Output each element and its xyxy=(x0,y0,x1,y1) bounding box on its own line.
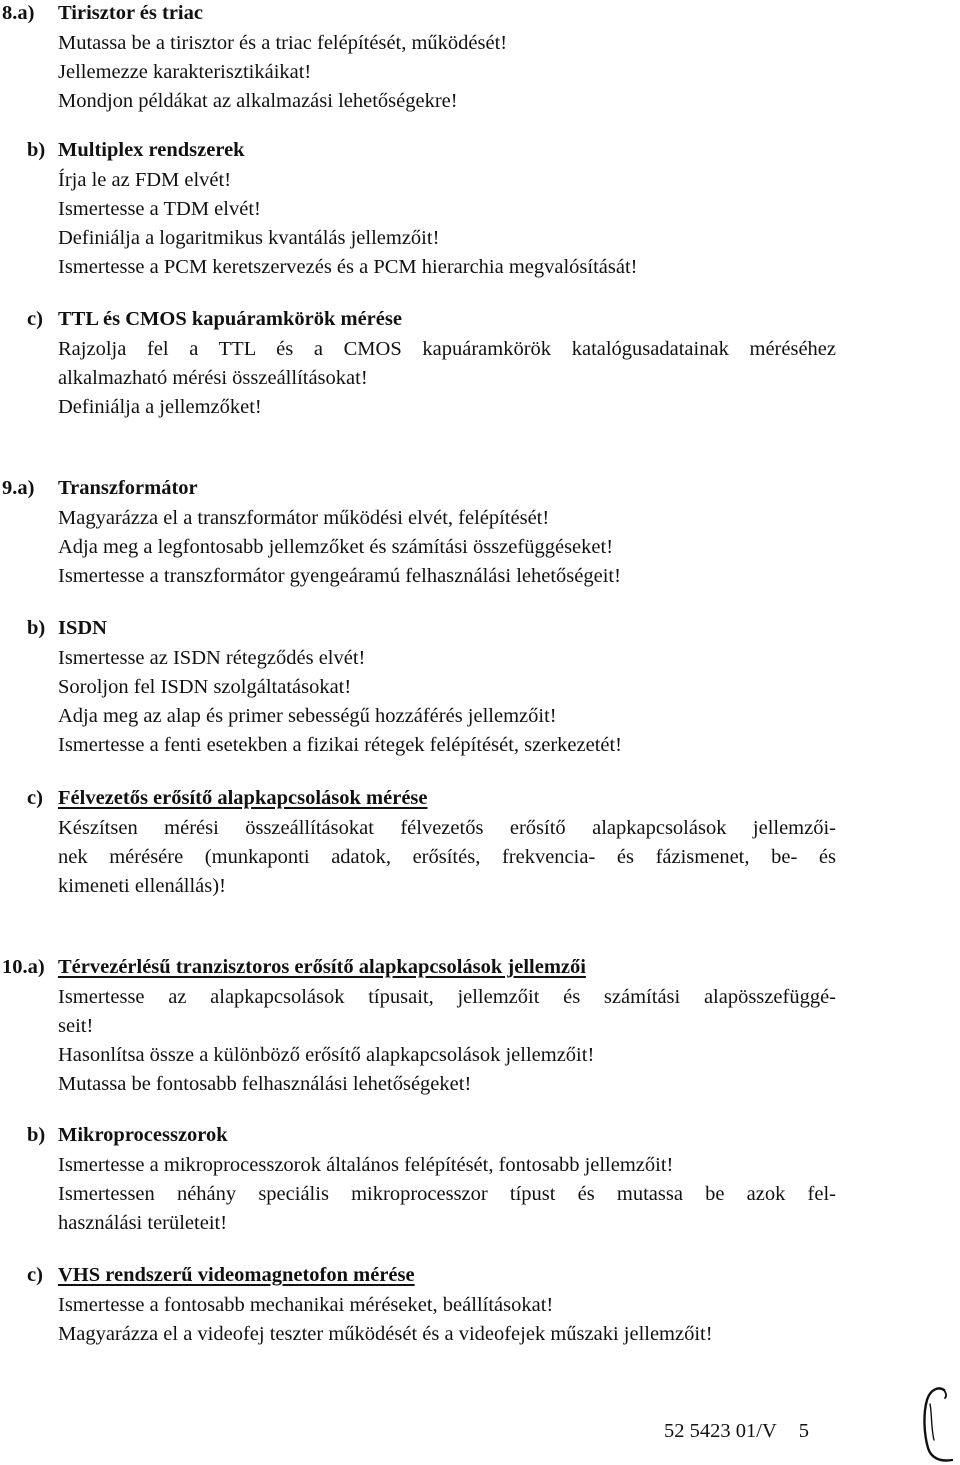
topic-line: Ismertesse a transzformátor gyengeáramú felhasználási lehetőségeit! xyxy=(58,565,621,587)
topic-lines xyxy=(58,1151,836,1238)
topic-title: Mikroprocesszorok xyxy=(58,1124,228,1146)
topic-title: Multiplex rendszerek xyxy=(58,139,245,161)
topic-title: VHS rendszerű videomagnetofon mérése xyxy=(58,1264,415,1286)
topic-line: Definiálja a logaritmikus kvantálás jellemzőit! xyxy=(58,227,440,249)
page-number: 5 xyxy=(798,1420,809,1442)
topic-line: Soroljon fel ISDN szolgáltatásokat! xyxy=(58,676,352,698)
topic-line: Mutassa be fontosabb felhasználási lehetőségeket! xyxy=(58,1073,472,1095)
topic-lines xyxy=(58,335,836,422)
topic-line: Ismertesse a fenti esetekben a fizikai rétegek felépítését, szerkezetét! xyxy=(58,734,623,756)
topic-line: kimeneti ellenállás)! xyxy=(58,875,226,897)
topic-lines xyxy=(58,504,836,591)
handwritten-signature xyxy=(908,1384,958,1465)
topic-label: b) xyxy=(27,139,46,161)
topic-line: Rajzolja fel a TTL és a CMOS kapuáramkörök katalógusadatainak méréséhez xyxy=(58,338,836,360)
topic-line: Magyarázza el a videofej teszter működését és a videofejek műszaki jellemzőit! xyxy=(58,1323,713,1345)
topic-lines xyxy=(58,166,836,282)
topic-label: c) xyxy=(27,308,43,330)
topic-lines xyxy=(58,644,836,760)
topic-line: Mutassa be a tirisztor és a triac felépítését, működését! xyxy=(58,32,508,54)
topic-label: b) xyxy=(27,617,46,639)
topic-line: alkalmazható mérési összeállításokat! xyxy=(58,367,368,389)
topic-label: c) xyxy=(27,787,43,809)
topic-line: Jellemezze karakterisztikáikat! xyxy=(58,61,312,83)
topic-lines xyxy=(58,1291,836,1349)
page-footer xyxy=(664,1417,809,1445)
topic-line: Adja meg az alap és primer sebességű hozzáférés jellemzőit! xyxy=(58,705,557,727)
topic-lines xyxy=(58,983,836,1099)
topic-line: Ismertesse a TDM elvét! xyxy=(58,198,261,220)
topic-label: 10.a) xyxy=(2,956,45,978)
topic-line: használási területeit! xyxy=(58,1212,228,1234)
topic-label: c) xyxy=(27,1264,43,1286)
topic-line: seit! xyxy=(58,1015,94,1037)
topic-title: ISDN xyxy=(58,617,107,639)
topic-lines xyxy=(58,29,836,116)
topic-line: Ismertesse a mikroprocesszorok általános felépítését, fontosabb jellemzőit! xyxy=(58,1154,674,1176)
topic-line: Ismertesse az alapkapcsolások típusait, jellemzőit és számítási alapösszefüggé- xyxy=(58,986,836,1008)
topic-line: Írja le az FDM elvét! xyxy=(58,169,232,191)
topic-label: 8.a) xyxy=(2,2,35,24)
topic-line: Hasonlítsa össze a különböző erősítő alapkapcsolások jellemzőit! xyxy=(58,1044,595,1066)
topic-line: Magyarázza el a transzformátor működési elvét, felépítését! xyxy=(58,507,550,529)
topic-title: Félvezetős erősítő alapkapcsolások mérése xyxy=(58,787,428,809)
document-code: 52 5423 01/V xyxy=(664,1420,777,1442)
topic-line: Készítsen mérési összeállításokat félvezetős erősítő alapkapcsolások jellemzői- xyxy=(58,817,836,839)
topic-title: Térvezérlésű tranzisztoros erősítő alapkapcsolások jellemzői xyxy=(58,956,586,978)
topic-title: Transzformátor xyxy=(58,477,198,499)
topic-label: 9.a) xyxy=(2,477,35,499)
topic-label: b) xyxy=(27,1124,46,1146)
topic-line: nek mérésére (munkaponti adatok, erősítés, frekvencia- és fázismenet, be- és xyxy=(58,846,836,868)
topic-line: Adja meg a legfontosabb jellemzőket és számítási összefüggéseket! xyxy=(58,536,614,558)
topic-line: Ismertesse a fontosabb mechanikai méréseket, beállításokat! xyxy=(58,1294,554,1316)
topic-line: Mondjon példákat az alkalmazási lehetőségekre! xyxy=(58,90,458,112)
topic-line: Ismertesse a PCM keretszervezés és a PCM hierarchia megvalósítását! xyxy=(58,256,638,278)
topic-title: Tirisztor és triac xyxy=(58,2,203,24)
topic-lines xyxy=(58,814,836,901)
topic-line: Ismertesse az ISDN rétegződés elvét! xyxy=(58,647,366,669)
topic-title: TTL és CMOS kapuáramkörök mérése xyxy=(58,308,402,330)
topic-line: Ismertessen néhány speciális mikroprocesszor típust és mutassa be azok fel- xyxy=(58,1183,836,1205)
topic-line: Definiálja a jellemzőket! xyxy=(58,396,262,418)
